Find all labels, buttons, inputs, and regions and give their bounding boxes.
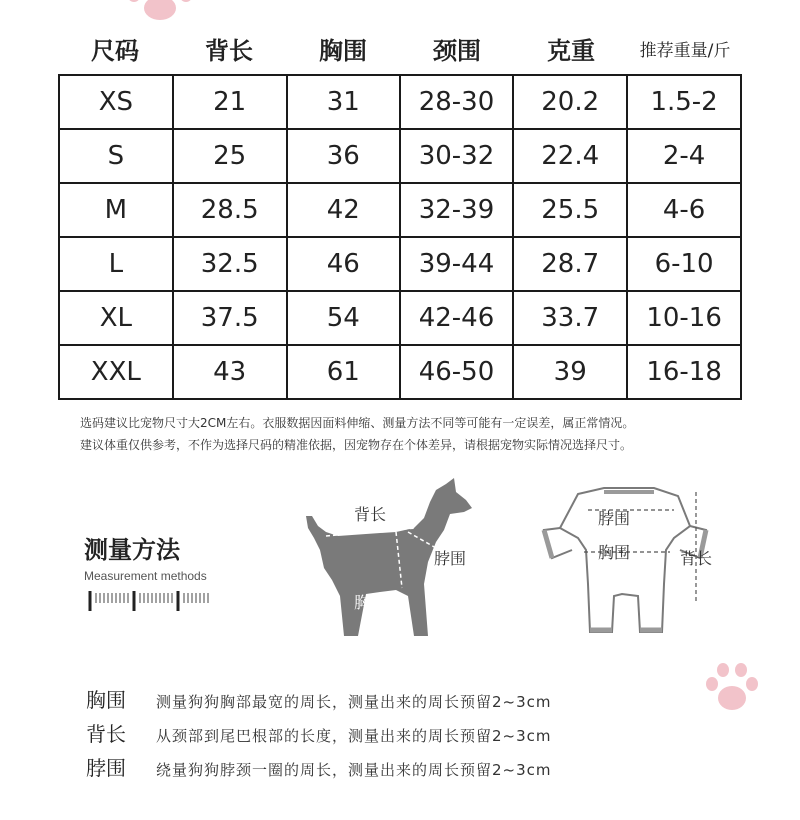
table-cell: 28.7 <box>513 237 627 291</box>
table-cell: 22.4 <box>513 129 627 183</box>
header-neck: 颈围 <box>433 37 481 65</box>
dog-label-neck: 脖围 <box>434 549 467 568</box>
size-table-header <box>58 30 742 72</box>
garment-label-back: 背长 <box>680 549 713 568</box>
table-cell: 37.5 <box>173 291 287 345</box>
table-cell: XL <box>59 291 173 345</box>
measure-item-text: 从颈部到尾巴根部的长度，测量出来的周长预留2~3cm <box>156 727 552 745</box>
table-cell: 28-30 <box>400 75 513 129</box>
table-cell: 20.2 <box>513 75 627 129</box>
table-cell: 16-18 <box>627 345 741 399</box>
table-cell: 32.5 <box>173 237 287 291</box>
garment-label-chest: 胸围 <box>598 543 631 562</box>
table-cell: 4-6 <box>627 183 741 237</box>
measure-item-text: 测量狗狗胸部最宽的周长，测量出来的周长预留2~3cm <box>156 693 552 711</box>
table-cell: 42 <box>287 183 400 237</box>
table-cell: 28.5 <box>173 183 287 237</box>
table-cell: 10-16 <box>627 291 741 345</box>
measure-item-chest <box>86 684 552 713</box>
header-back-length: 背长 <box>205 37 253 65</box>
table-row <box>59 129 741 183</box>
table-cell: 46 <box>287 237 400 291</box>
table-cell: 25.5 <box>513 183 627 237</box>
table-cell: 1.5-2 <box>627 75 741 129</box>
table-cell: M <box>59 183 173 237</box>
table-cell: 33.7 <box>513 291 627 345</box>
table-cell: S <box>59 129 173 183</box>
table-row <box>59 345 741 399</box>
measure-item-term: 脖围 <box>86 756 126 780</box>
table-cell: 21 <box>173 75 287 129</box>
measure-item-back <box>86 718 552 747</box>
table-cell: 25 <box>173 129 287 183</box>
table-cell: 39-44 <box>400 237 513 291</box>
table-cell: 32-39 <box>400 183 513 237</box>
dog-label-chest: 胸围 <box>354 593 387 612</box>
table-row <box>59 75 741 129</box>
table-cell: 43 <box>173 345 287 399</box>
garment-measurement-illustration <box>534 484 734 644</box>
header-recommended-weight: 推荐重量/斤 <box>639 41 731 61</box>
table-cell: L <box>59 237 173 291</box>
paw-print-icon-right <box>702 660 762 718</box>
size-note-1: 选码建议比宠物尺寸大2CM左右。衣服数据因面料伸缩、测量方法不同等可能有一定误差，属正常情况。 <box>80 416 635 430</box>
measure-item-text: 绕量狗狗脖颈一圈的周长，测量出来的周长预留2~3cm <box>156 761 552 779</box>
header-weight: 克重 <box>547 37 595 65</box>
table-cell: 30-32 <box>400 129 513 183</box>
header-chest: 胸围 <box>319 37 367 65</box>
ruler-icon <box>84 589 216 613</box>
size-table <box>58 74 742 400</box>
table-cell: 31 <box>287 75 400 129</box>
table-cell: XXL <box>59 345 173 399</box>
table-cell: 46-50 <box>400 345 513 399</box>
table-cell: 42-46 <box>400 291 513 345</box>
measure-item-term: 胸围 <box>86 688 126 712</box>
measurement-title: 测量方法 <box>84 536 180 564</box>
table-row <box>59 237 741 291</box>
table-cell: 6-10 <box>627 237 741 291</box>
table-row <box>59 291 741 345</box>
table-cell: 2-4 <box>627 129 741 183</box>
dog-label-back: 背长 <box>354 505 387 524</box>
measurement-subtitle: Measurement methods <box>84 569 207 583</box>
measurement-method-block <box>84 530 216 617</box>
table-row <box>59 183 741 237</box>
garment-label-neck: 脖围 <box>598 509 631 528</box>
size-note-2: 建议体重仅供参考，不作为选择尺码的精准依据，因宠物存在个体差异，请根据宠物实际情况选择尺寸。 <box>80 438 633 452</box>
table-cell: 54 <box>287 291 400 345</box>
paw-print-icon-top <box>120 0 200 28</box>
dog-measurement-illustration <box>296 476 486 642</box>
measure-item-neck <box>86 752 552 781</box>
header-size: 尺码 <box>91 37 139 65</box>
table-cell: 39 <box>513 345 627 399</box>
table-cell: 61 <box>287 345 400 399</box>
table-cell: 36 <box>287 129 400 183</box>
measure-item-term: 背长 <box>86 722 126 746</box>
table-cell: XS <box>59 75 173 129</box>
